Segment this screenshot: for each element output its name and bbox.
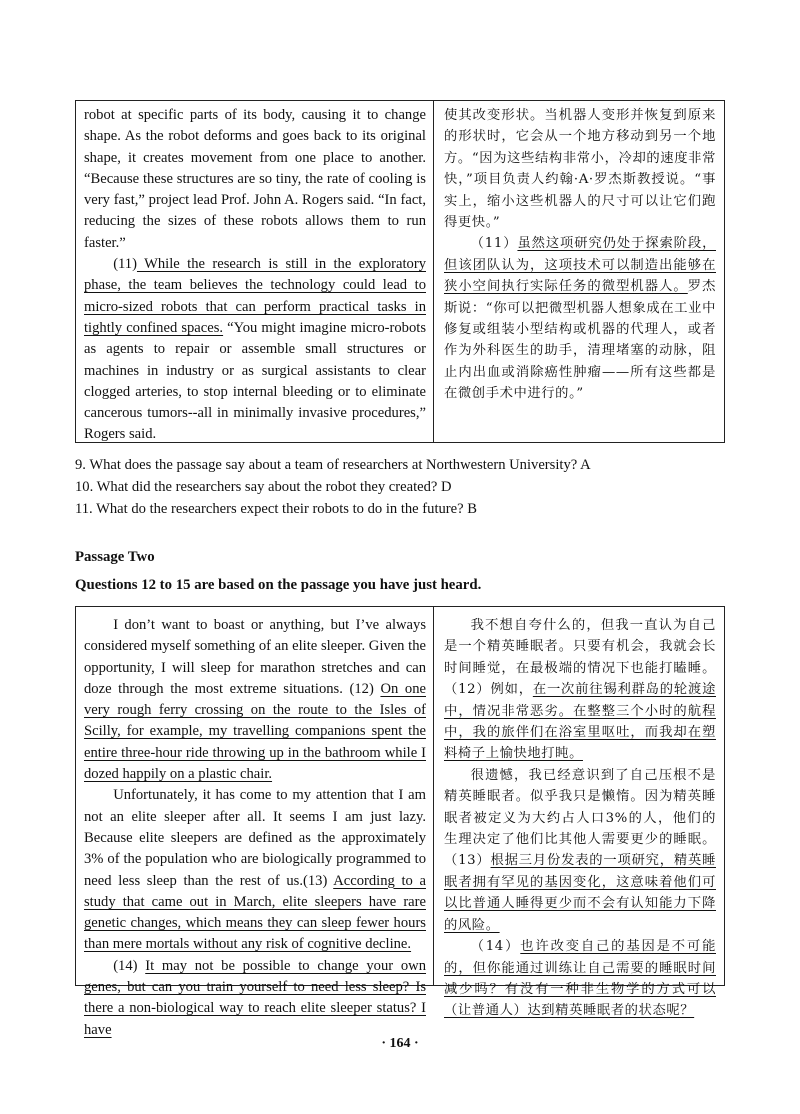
underlined-answer: While the research is still in the exploratory phase, the team believes the technology could lead to micro-sized robots that can perform practical tasks in tightly confined spaces. bbox=[84, 256, 426, 336]
underlined-answer: According to a study that came out in March, elite sleepers have rare genetic changes, which means they can sleep fewer hours than mere mortals without any risk of cognitive decline. bbox=[84, 872, 426, 953]
paragraph-text: 我不想自夸什么的，但我一直认为自己是一个精英睡眠者。只要有机会，我就会长时间睡觉，在最极端的情况下也能打瞌睡。（12）例如， bbox=[444, 618, 716, 698]
paragraph-text: Unfortunately, it has come to my attention that I am not an elite sleeper after all. It seems I am just lazy. Because elite sleepers are defined as the approximately 3% of the population who are biologically programmed to need less sleep than the rest of us.(13) bbox=[84, 787, 426, 889]
question-marker: （11） bbox=[470, 236, 518, 252]
question-marker: (11) bbox=[113, 256, 137, 273]
underlined-answer: On one very rough ferry crossing on the route to the Isles of Scilly, for example, my travelling companions spent the entire three-hour ride throwing up in the bathroom while I dozed happily on a plastic chair. bbox=[84, 680, 426, 783]
english-paragraph bbox=[84, 615, 426, 785]
passage-two-table bbox=[75, 606, 725, 1038]
question-9: 9. What does the passage say about a team of researchers at Northwestern University? A bbox=[75, 457, 591, 473]
passage-title: Passage Two bbox=[75, 549, 155, 565]
english-paragraph bbox=[84, 254, 426, 446]
question-10: 10. What did the researchers say about the robot they created? D bbox=[75, 479, 452, 495]
page-number: · 164 · bbox=[381, 1036, 419, 1051]
chinese-column bbox=[434, 101, 724, 442]
passage-one-table bbox=[75, 100, 725, 443]
chinese-paragraph: 使其改变形状。当机器人变形并恢复到原来的形状时，它会从一个地方移动到另一个地方。“因为这些结构非常小，冷却的速度非常快，”项目负责人约翰·A·罗杰斯教授说。“事实上，缩小这些机器人的尺寸可以让它们跑得更快。” bbox=[444, 108, 716, 231]
underlined-answer: It may not be possible to change your own genes, but can you train yourself to need less sleep? Is there a non-biological way to reach elite sleeper status? I have bbox=[84, 957, 427, 1038]
underlined-answer: 根据三月份发表的一项研究，精英睡眠者拥有罕见的基因变化，这意味着他们可以比普通人睡得更少而不会有认知能力下降的风险。 bbox=[444, 853, 716, 933]
paragraph-text: 很遗憾，我已经意识到了自己压根不是精英睡眠者。似乎我只是懒惰。因为精英睡眠者被定义为大约占人口3%的人，他们的生理决定了他们比其他人需要更少的睡眠。（13） bbox=[444, 767, 716, 869]
english-paragraph bbox=[84, 785, 426, 955]
underlined-answer: 虽然这项研究仍处于探索阶段，但该团队认为，这项技术可以制造出能够在狭小空间执行实际任务的微型机器人。 bbox=[444, 236, 716, 295]
chinese-paragraph bbox=[444, 233, 716, 404]
chinese-paragraph bbox=[444, 936, 716, 1022]
question-11: 11. What do the researchers expect their robots to do in the future? B bbox=[75, 501, 478, 517]
chinese-paragraph bbox=[444, 615, 716, 765]
chinese-paragraph bbox=[444, 765, 716, 936]
paragraph-text: 罗杰斯说：“你可以把微型机器人想象成在工业中修复或组装小型结构或机器的代理人，或者作为外科医生的助手，清理堵塞的动脉，阻止内出血或消除癌性肿瘤——所有这些都是在微创手术中进行的。” bbox=[444, 279, 717, 402]
english-paragraph bbox=[84, 956, 426, 1041]
paragraph-text: I don’t want to boast or anything, but I’ve always considered myself something of an elite sleeper. Given the opportunity, I will sleep for marathon stretches and can doze through the most extreme situations. (12) bbox=[84, 617, 426, 697]
paragraph-text: “You might imagine micro-robots as agents to repair or assemble small structures or machines in industry or as surgical assistants to clear clogged arteries, to stop internal bleeding or to eliminate cancerous tumors--all in minimally invasive procedures,” Rogers said. bbox=[84, 319, 426, 443]
passage-subtitle: Questions 12 to 15 are based on the passage you have just heard. bbox=[75, 577, 482, 593]
question-marker: （14） bbox=[470, 939, 521, 955]
english-column bbox=[76, 101, 434, 442]
chinese-column bbox=[434, 607, 724, 1019]
english-paragraph: robot at specific parts of its body, causing it to change shape. As the robot deforms and goes back to its original shape, it creates movement from one place to another. “Because these structures are so tiny, the rate of cooling is very fast,” project lead Prof. John A. Rogers said. “In fact, reducing the sizes of these robots allows them to run faster.” bbox=[84, 107, 426, 251]
underlined-answer: 在一次前往锡利群岛的轮渡途中，情况非常恶劣。在整整三个小时的航程中，我的旅伴们在浴室里呕吐，而我却在塑料椅子上愉快地打盹。 bbox=[444, 682, 716, 762]
english-column bbox=[76, 607, 434, 1038]
underlined-answer: 也许改变自己的基因是不可能的，但你能通过训练让自己需要的睡眠时间减少吗？有没有一种非生物学的方式可以（让普通人）达到精英睡眠者的状态呢？ bbox=[444, 939, 716, 1019]
question-marker: (14) bbox=[113, 957, 146, 974]
